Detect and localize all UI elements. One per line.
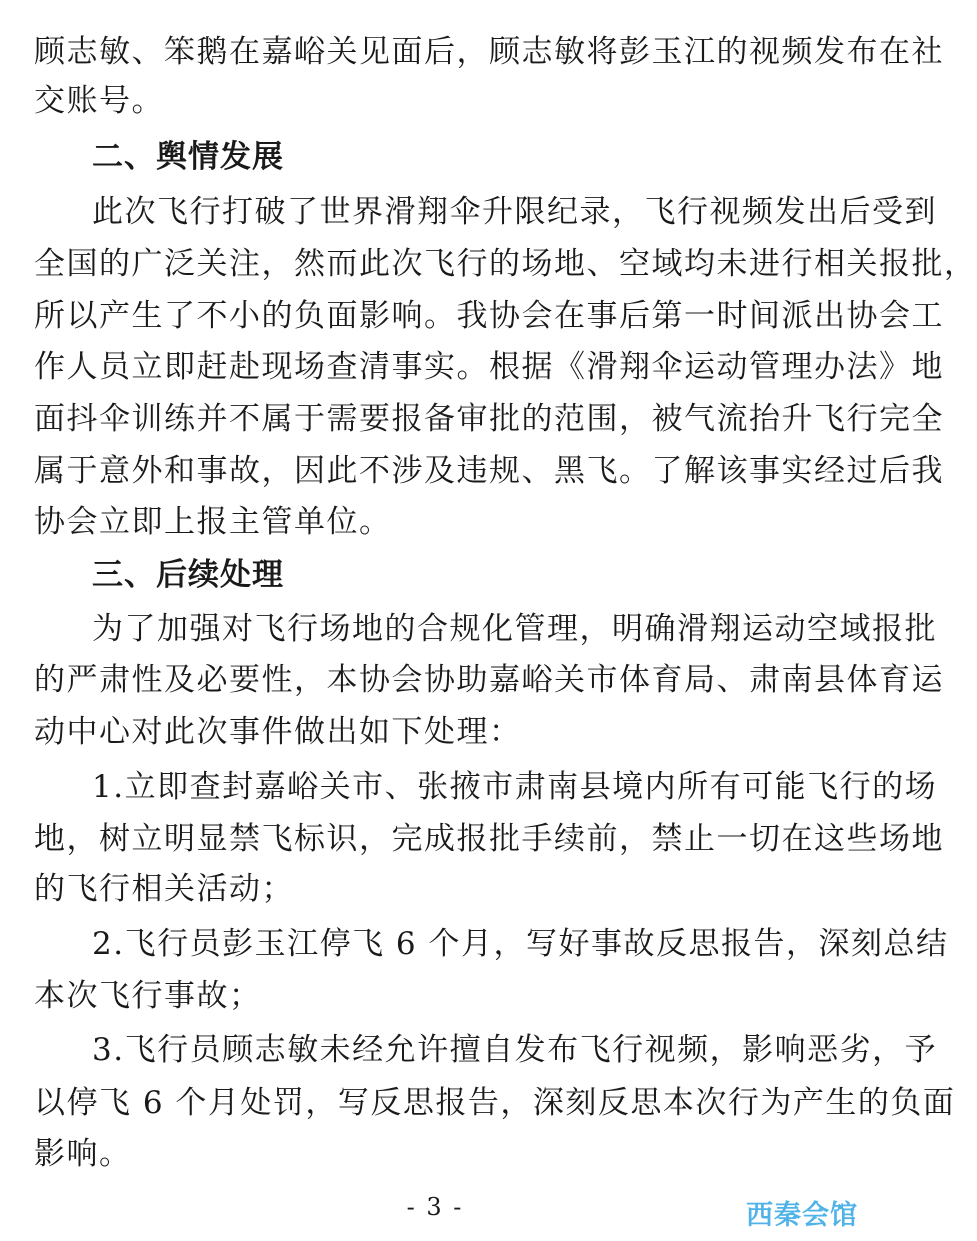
list-item-1: 1.立即查封嘉峪关市、张掖市肃南县境内所有可能飞行的场 [92,769,938,805]
list-item-2: 2.飞行员彭玉江停飞 6 个月，写好事故反思报告，深刻总结 [92,926,949,962]
watermark-logo: 西秦会馆 [746,1200,858,1231]
text-line: 作人员立即赶赴现场查清事实。根据《滑翔伞运动管理办法》地 [34,349,944,385]
text-line: 属于意外和事故，因此不涉及违规、黑飞。了解该事实经过后我 [34,453,944,489]
text-line: 顾志敏、笨鹅在嘉峪关见面后，顾志敏将彭玉江的视频发布在社 [34,34,944,70]
text-line: 影响。 [34,1136,132,1172]
text-line: 的严肃性及必要性，本协会协助嘉峪关市体育局、肃南县体育运 [34,662,944,698]
text-line: 全国的广泛关注，然而此次飞行的场地、空域均未进行相关报批， [34,246,977,282]
text-line: 交账号。 [34,83,164,119]
section-heading-opinion: 二、舆情发展 [92,139,284,175]
text-line: 为了加强对飞行场地的合规化管理，明确滑翔运动空域报批 [92,611,937,647]
text-line: 所以产生了不小的负面影响。我协会在事后第一时间派出协会工 [34,298,944,334]
text-line: 本次飞行事故； [34,978,262,1014]
list-item-3: 3.飞行员顾志敏未经允许擅自发布飞行视频，影响恶劣，予 [92,1032,938,1068]
text-line: 协会立即上报主管单位。 [34,504,392,540]
section-heading-followup: 三、后续处理 [92,557,284,593]
text-line: 的飞行相关活动； [34,871,294,907]
text-line: 以停飞 6 个月处罚，写反思报告，深刻反思本次行为产生的负面 [34,1085,956,1121]
page-number: - 3 - [406,1193,464,1221]
text-line: 此次飞行打破了世界滑翔伞升限纪录，飞行视频发出后受到 [92,194,937,230]
text-line: 动中心对此次事件做出如下处理： [34,714,522,750]
text-line: 面抖伞训练并不属于需要报备审批的范围，被气流抬升飞行完全 [34,401,944,437]
text-line: 地，树立明显禁飞标识，完成报批手续前，禁止一切在这些场地 [34,821,944,857]
